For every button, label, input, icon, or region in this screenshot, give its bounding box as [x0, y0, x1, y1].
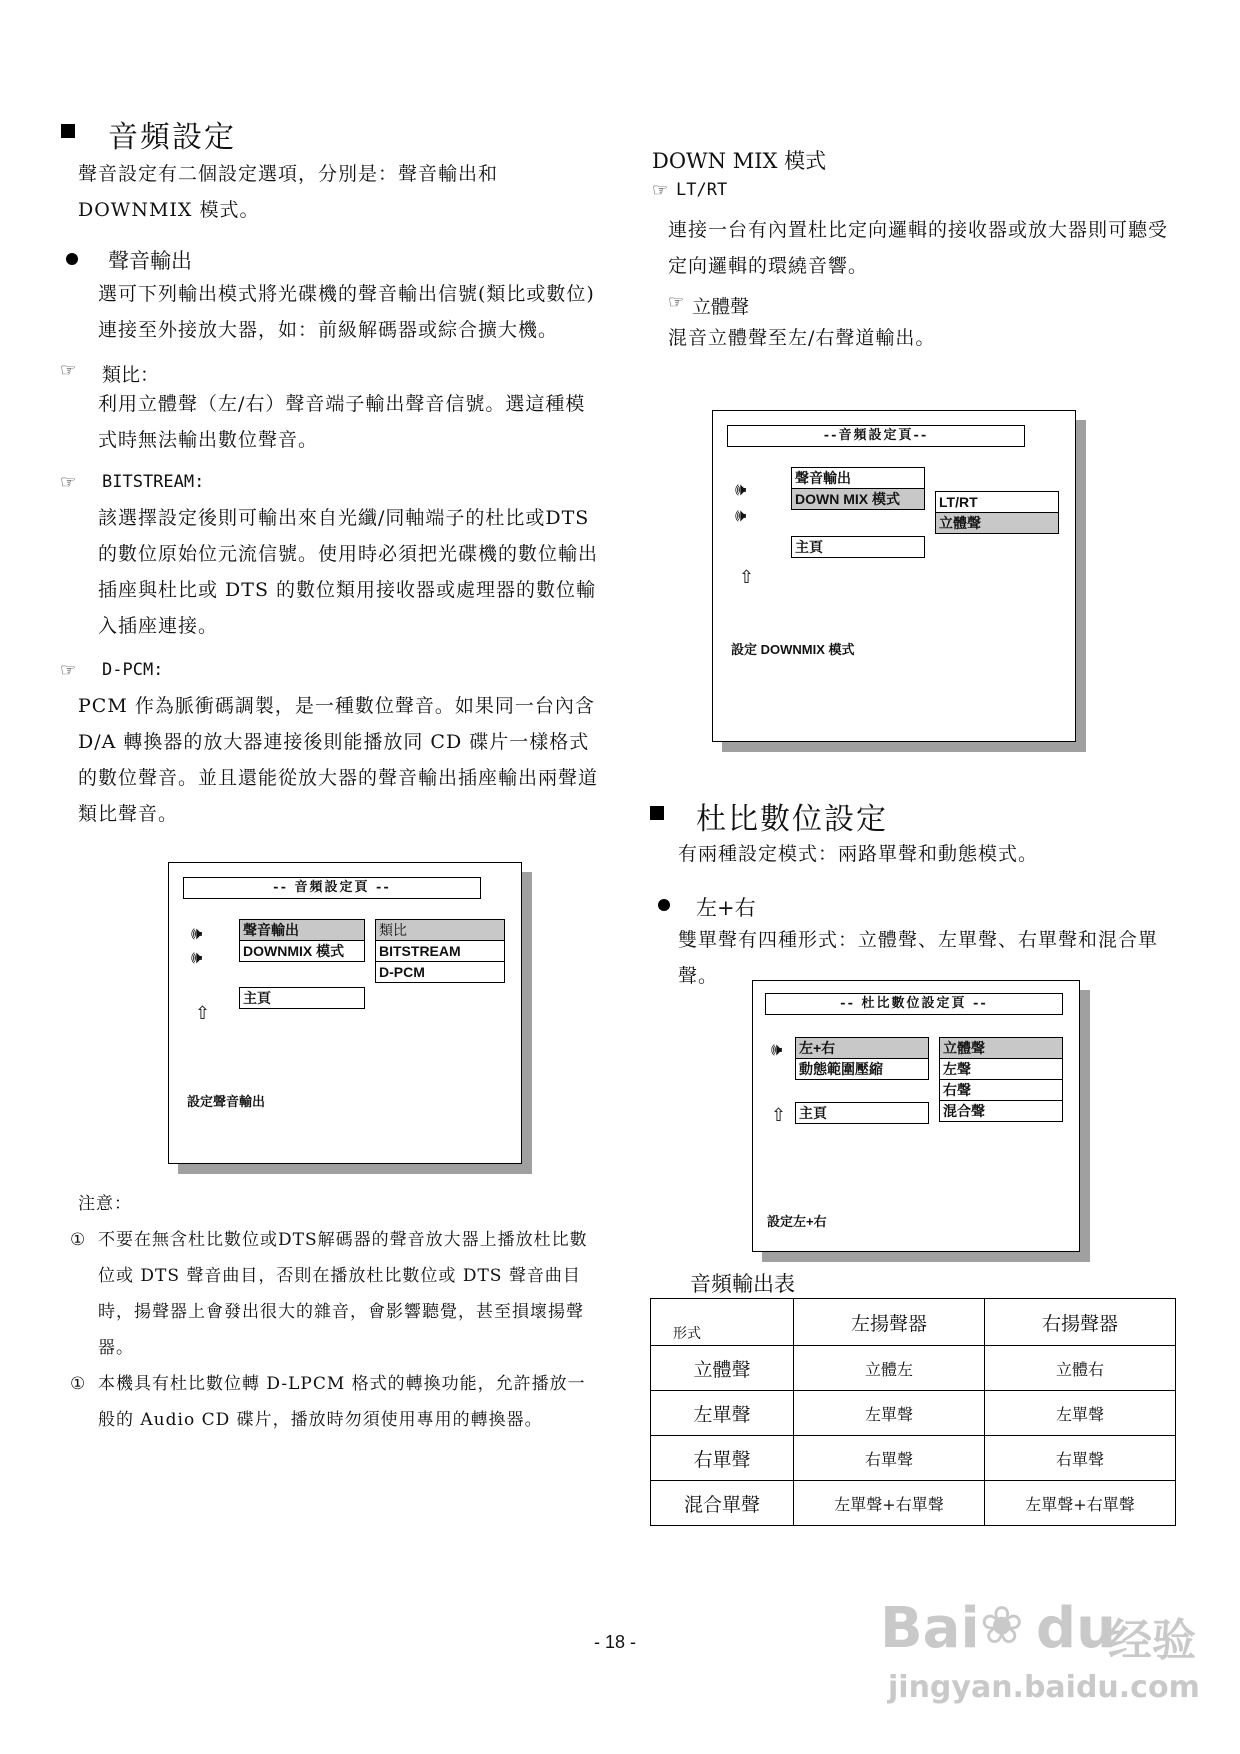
stereo-desc: 混音立體聲至左/右聲道輸出。: [668, 327, 936, 349]
menu-item-drc[interactable]: 動態範圍壓縮: [795, 1058, 929, 1080]
menu-item-sound-output[interactable]: 聲音輸出: [239, 919, 365, 941]
option-bitstream[interactable]: BITSTREAM: [375, 940, 505, 962]
table-row: [651, 1346, 1176, 1391]
pointing-hand-icon: ☞: [652, 180, 669, 201]
screen-title-bar: -- 杜比數位設定頁 --: [765, 993, 1063, 1015]
audio-intro: 聲音設定有二個設定選項，分別是：聲音輸出和 DOWNMIX 模式。: [78, 163, 499, 221]
section-bullet: [650, 806, 664, 820]
dual-mono-desc: 雙單聲有四種形式：立體聲、左單聲、右單聲和混合單聲。: [678, 929, 1159, 987]
paw-icon: ❀: [980, 1596, 1024, 1656]
ltrt-label: LT/RT: [676, 180, 728, 200]
pointing-hand-icon: ☞: [668, 292, 685, 313]
ltrt-desc: 連接一台有內置杜比定向邏輯的接收器或放大器則可聽受定向邏輯的環繞音響。: [668, 219, 1169, 277]
screen-status-text: 設定左+右: [767, 1214, 827, 1229]
watermark-cn: 经验: [1108, 1615, 1196, 1666]
menu-item-main[interactable]: 主頁: [239, 987, 365, 1009]
downmix-title: DOWN MIX 模式: [652, 149, 827, 173]
note-2: 本機具有杜比數位轉 D-LPCM 格式的轉換功能，允許播放一般的 Audio CD 碟片，播放時勿須使用專用的轉換器。: [98, 1374, 586, 1430]
screen-title-bar: -- 音頻設定頁 --: [183, 877, 481, 899]
row-mode: 右單聲: [651, 1436, 794, 1481]
watermark-brand: Bai: [880, 1596, 980, 1661]
note-title: 注意：: [78, 1194, 132, 1214]
menu-item-downmix[interactable]: DOWN MIX 模式: [791, 488, 925, 510]
pointing-hand-icon: ☞: [60, 360, 77, 381]
dual-mono-title: 左+右: [696, 896, 756, 920]
analog-label: 類比：: [102, 364, 160, 386]
audio-setup-screen-1: [168, 862, 522, 1164]
screen-status-text: 設定 DOWNMIX 模式: [731, 642, 855, 657]
speaker-icon: 🕪: [771, 1039, 783, 1060]
note-1: 不要在無含杜比數位或DTS解碼器的聲音放大器上播放杜比數位或 DTS 聲音曲目，否則在播放杜比數位或 DTS 聲音曲目時，揚聲器上會發出很大的雜音，會影響聽覺，甚至損壞揚聲器。: [98, 1230, 588, 1358]
dolby-settings-title: 杜比數位設定: [696, 802, 888, 837]
stereo-label: 立體聲: [692, 296, 750, 318]
screen-status-text: 設定聲音輸出: [187, 1094, 266, 1109]
menu-item-main[interactable]: 主頁: [791, 536, 925, 558]
dolby-intro: 有兩種設定模式：兩路單聲和動態模式。: [678, 843, 1039, 865]
note-bullet-1: ①: [70, 1230, 87, 1250]
menu-item-downmix[interactable]: DOWNMIX 模式: [239, 940, 365, 962]
column-header-left-speaker: 左揚聲器: [794, 1299, 985, 1346]
menu-item-dual-mono[interactable]: 左+右: [795, 1037, 929, 1059]
audio-output-table: [650, 1298, 1176, 1526]
table-row: [651, 1436, 1176, 1481]
corner-label: 形式: [673, 1326, 701, 1342]
home-arrow-icon: ⇧: [739, 567, 755, 588]
pointing-hand-icon: ☞: [60, 472, 77, 493]
dpcm-desc: PCM 作為脈衝碼調製，是一種數位聲音。如果同一台內含D/A 轉換器的放大器連接後則能播放同 CD 碟片一樣格式的數位聲音。並且還能從放大器的聲音輸出插座輸出兩聲道類比聲音。: [78, 695, 599, 825]
table-header-row: [651, 1299, 1176, 1346]
column-header-right-speaker: 右揚聲器: [985, 1299, 1176, 1346]
option-right-mono[interactable]: 右聲: [939, 1079, 1063, 1101]
section-bullet: [61, 124, 75, 138]
sound-output-title: 聲音輸出: [108, 249, 192, 273]
sound-output-bullet: [66, 253, 78, 265]
speaker-icon: 🕪: [191, 923, 203, 944]
watermark-url: jingyan.baidu.com: [888, 1670, 1200, 1705]
audio-settings-title: 音頻設定: [108, 120, 236, 155]
watermark-brand-2: du: [1036, 1596, 1116, 1661]
option-stereo[interactable]: 立體聲: [935, 512, 1059, 534]
home-arrow-icon: ⇧: [771, 1105, 787, 1126]
dpcm-label: D-PCM:: [102, 660, 164, 680]
row-left: 左單聲+右單聲: [794, 1481, 985, 1526]
table-row: [651, 1481, 1176, 1526]
bitstream-desc: 該選擇設定後則可輸出來自光纖/同軸端子的杜比或DTS的數位原始位元流信號。使用時必須把光碟機的數位輸出插座與杜比或 DTS 的數位類用接收器或處理器的數位輸入插座連接。: [98, 507, 599, 637]
audio-setup-screen-2: [712, 410, 1076, 742]
row-mode: 左單聲: [651, 1391, 794, 1436]
row-left: 右單聲: [794, 1436, 985, 1481]
screen-title-bar: --音頻設定頁--: [727, 425, 1025, 447]
option-dpcm[interactable]: D-PCM: [375, 961, 505, 983]
row-right: 立體右: [985, 1346, 1176, 1391]
menu-item-main[interactable]: 主頁: [795, 1102, 929, 1124]
option-mix-mono[interactable]: 混合聲: [939, 1100, 1063, 1122]
bitstream-label: BITSTREAM:: [102, 472, 205, 492]
row-mode: 混合單聲: [651, 1481, 794, 1526]
speaker-icon: 🕪: [735, 479, 747, 500]
row-mode: 立體聲: [651, 1346, 794, 1391]
row-right: 左單聲: [985, 1391, 1176, 1436]
row-right: 右單聲: [985, 1436, 1176, 1481]
dual-mono-bullet: [658, 899, 670, 911]
sound-output-desc: 選可下列輸出模式將光碟機的聲音輸出信號(類比或數位)連接至外接放大器，如：前級解碼器或綜合擴大機。: [98, 283, 595, 341]
option-left-mono[interactable]: 左聲: [939, 1058, 1063, 1080]
option-ltrt[interactable]: LT/RT: [935, 491, 1059, 513]
row-left: 左單聲: [794, 1391, 985, 1436]
table-corner-cell: [651, 1299, 794, 1346]
note-bullet-2: ①: [70, 1374, 87, 1394]
home-arrow-icon: ⇧: [195, 1003, 211, 1024]
audio-output-table-title: 音頻輸出表: [690, 1272, 795, 1296]
row-left: 立體左: [794, 1346, 985, 1391]
option-analog[interactable]: 類比: [375, 919, 505, 941]
option-stereo[interactable]: 立體聲: [939, 1037, 1063, 1059]
pointing-hand-icon: ☞: [60, 660, 77, 681]
page-number: - 18 -: [594, 1632, 637, 1652]
row-right: 左單聲+右單聲: [985, 1481, 1176, 1526]
analog-desc: 利用立體聲（左/右）聲音端子輸出聲音信號。選這種模式時無法輸出數位聲音。: [98, 393, 586, 451]
dolby-setup-screen: [752, 980, 1080, 1252]
speaker-icon: 🕪: [735, 505, 747, 526]
menu-item-sound-output[interactable]: 聲音輸出: [791, 467, 925, 489]
table-row: [651, 1391, 1176, 1436]
speaker-icon: 🕪: [191, 947, 203, 968]
